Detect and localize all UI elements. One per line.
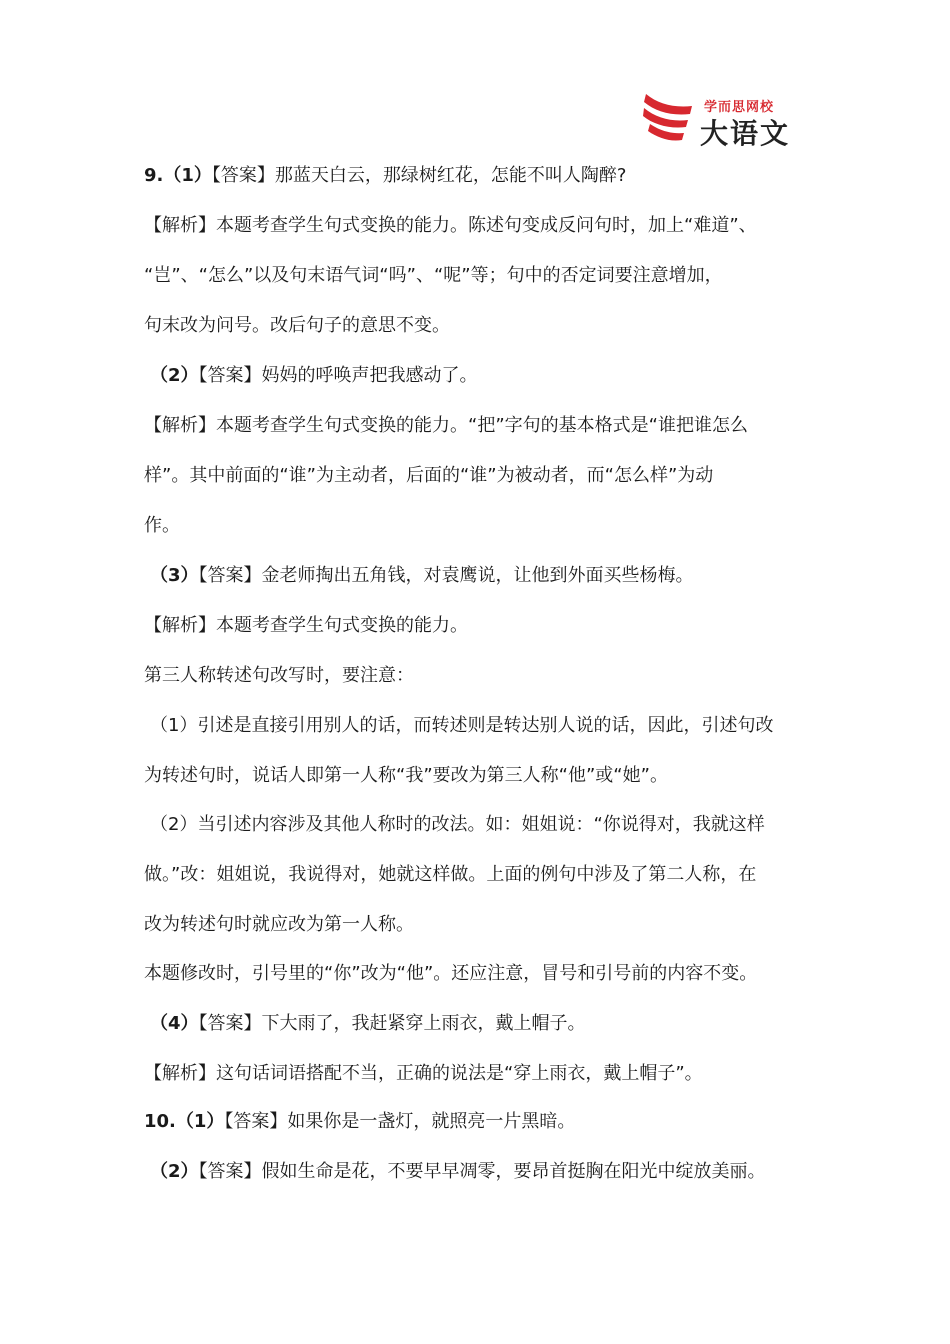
text-line <box>144 913 414 937</box>
line-label: （2） <box>150 365 199 386</box>
line-text: 本题修改时，引号里的“你”改为“他”。还应注意，冒号和引号前的内容不变。 <box>144 963 758 984</box>
text-line <box>144 514 180 538</box>
logo-swoosh-icon <box>640 90 696 146</box>
text-line <box>144 264 723 288</box>
text-line <box>150 1160 766 1184</box>
line-text: “岂”、“怎么”以及句末语气词“吗”、“呢”等；句中的否定词要注意增加， <box>144 265 723 286</box>
line-text: 【答案】如果你是一盏灯，就照亮一片黑暗。 <box>224 1111 576 1132</box>
line-label: 9.（1） <box>144 165 212 186</box>
logo-big-text: 大语文 <box>700 117 791 150</box>
line-text: 【解析】本题考查学生句式变换的能力。陈述句变成反问句时，加上“难道”、 <box>144 215 757 236</box>
text-line <box>144 1062 703 1086</box>
text-line <box>150 564 694 588</box>
text-line <box>144 962 757 986</box>
logo <box>640 90 795 150</box>
line-text: 【解析】这句话词语搭配不当，正确的说法是“穿上雨衣，戴上帽子”。 <box>144 1063 703 1084</box>
line-text: （1）引述是直接引用别人的话，而转述则是转达别人说的话，因此，引述句改 <box>150 715 774 736</box>
text-line <box>150 714 773 738</box>
line-text: 样”。其中前面的“谁”为主动者，后面的“谁”为被动者，而“怎么样”为动 <box>144 465 714 486</box>
text-line <box>144 1110 575 1134</box>
line-label: （4） <box>150 1013 199 1034</box>
line-text: 做。”改：姐姐说，我说得对，她就这样做。上面的例句中涉及了第二人称，在 <box>144 864 757 885</box>
logo-small-text: 学而思网校 <box>704 100 775 115</box>
text-line <box>144 664 414 688</box>
line-text: 【答案】那蓝天白云，那绿树红花，怎能不叫人陶醉? <box>211 165 627 186</box>
text-line <box>150 364 478 388</box>
text-line <box>144 764 668 788</box>
line-text: 第三人称转述句改写时，要注意： <box>144 665 414 686</box>
text-line <box>144 863 756 887</box>
text-line <box>144 164 626 188</box>
line-text: 句末改为问号。改后句子的意思不变。 <box>144 315 450 336</box>
text-line <box>150 1012 586 1036</box>
text-line <box>144 314 450 338</box>
text-line <box>144 414 748 438</box>
line-text: 作。 <box>144 515 180 536</box>
line-text: 【解析】本题考查学生句式变换的能力。 <box>144 615 468 636</box>
line-label: 10.（1） <box>144 1111 225 1132</box>
text-line <box>150 813 765 837</box>
text-line <box>144 464 713 488</box>
line-label: （2） <box>150 1161 199 1182</box>
line-text: 【答案】假如生命是花，不要早早凋零，要昂首挺胸在阳光中绽放美丽。 <box>198 1161 766 1182</box>
line-text: 【答案】妈妈的呼唤声把我感动了。 <box>198 365 478 386</box>
line-text: 【答案】下大雨了，我赶紧穿上雨衣，戴上帽子。 <box>198 1013 586 1034</box>
line-text: 改为转述句时就应改为第一人称。 <box>144 914 414 935</box>
line-text: 为转述句时，说话人即第一人称“我”要改为第三人称“他”或“她”。 <box>144 765 668 786</box>
text-line <box>144 614 468 638</box>
text-line <box>144 214 757 238</box>
line-text: 【答案】金老师掏出五角钱，对袁鹰说，让他到外面买些杨梅。 <box>198 565 694 586</box>
line-text: 【解析】本题考查学生句式变换的能力。“把”字句的基本格式是“谁把谁怎么 <box>144 415 748 436</box>
line-label: （3） <box>150 565 199 586</box>
line-text: （2）当引述内容涉及其他人称时的改法。如：姐姐说：“你说得对，我就这样 <box>150 814 765 835</box>
